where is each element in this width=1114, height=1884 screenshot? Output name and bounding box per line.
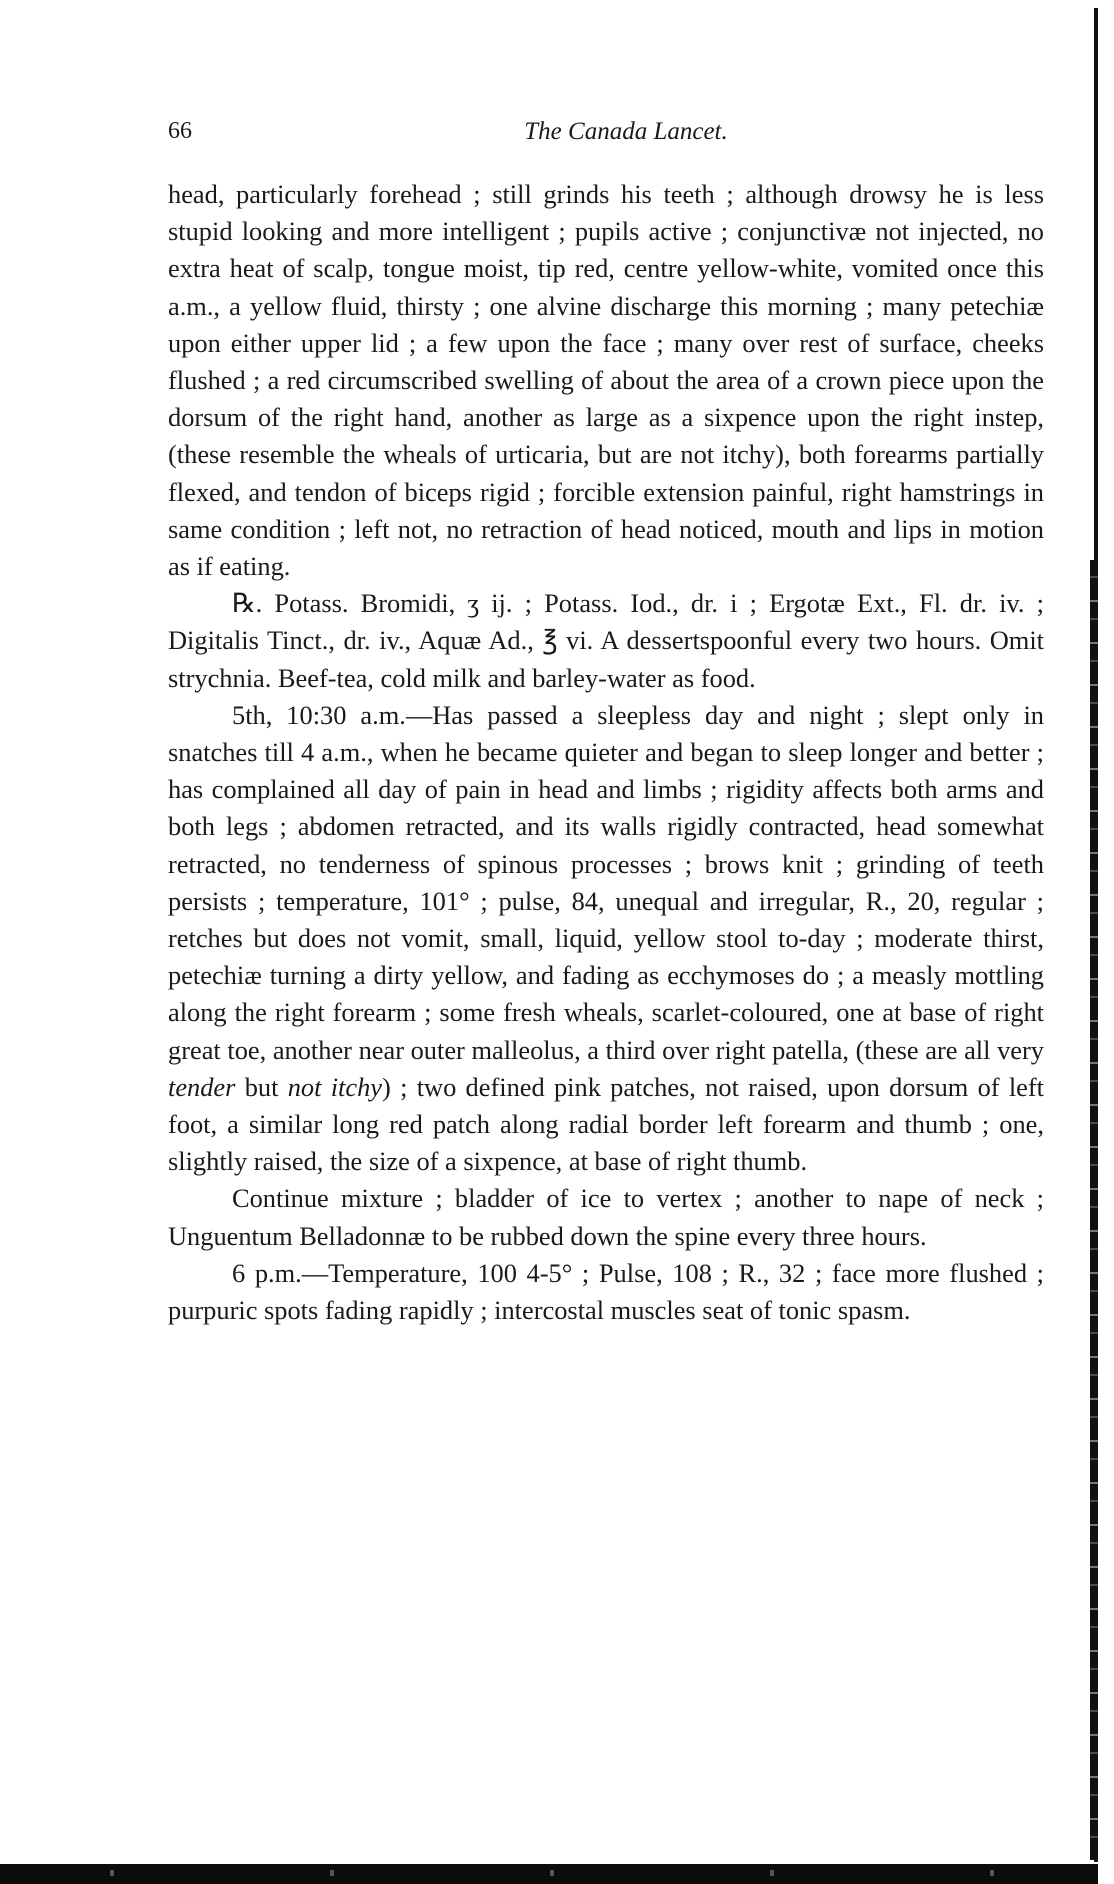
paragraph-fifth-day-notes: [168, 697, 1044, 1181]
body-text: [168, 176, 1044, 1329]
emphasis-tender: tender: [168, 1071, 236, 1102]
paragraph-case-notes: head, particularly forehead ; still grinds his teeth ; although drowsy he is less stupid looking and more intelligent ; pupils active ; conjunctivæ not injected, no extra heat of scalp, tongue moist, tip red, centre yellow-white, vomited once this a.m., a yellow fluid, thirsty ; one alvine discharge this morning ; many petechiæ upon either upper lid ; a few upon the face ; many over rest of surface, cheeks flushed ; a red circumscribed swelling of about the area of a crown piece upon the dorsum of the right hand, another as large as a sixpence upon the right instep, (these resemble the wheals of urticaria, but are not itchy), both forearms partially flexed, and tendon of biceps rigid ; forcible extension painful, right hamstrings in same condition ; left not, no retraction of head noticed, mouth and lips in motion as if eating.: [168, 179, 1044, 582]
paragraph-prescription: ℞. Potass. Bromidi, ʒ ij. ; Potass. Iod., dr. i ; Ergotæ Ext., Fl. dr. iv. ; Digitalis Tinct., dr. iv., Aquæ Ad., ℥ vi. A dessertspoonful every two hours. Omit strychnia. Beef-tea, cold milk and barley-water as food.: [168, 588, 1044, 693]
journal-title: The Canada Lancet.: [524, 118, 728, 145]
paragraph-fifth-day-text-start: 5th, 10:30 a.m.—Has passed a sleepless day and night ; slept only in snatches till 4 a.m., when he became quieter and began to sleep longer and better ; has complained all day of pain in head and limbs ; rigidity affects both arms and both legs ; abdomen retracted, and its walls rigidly contracted, head somewhat retracted, no tenderness of spinous processes ; brows knit ; grinding of teeth persists ; temperature, 101° ; pulse, 84, unequal and irregular, R., 20, regular ; retches but does not vomit, small, liquid, yellow stool to-day ; moderate thirst, petechiæ turning a dirty yellow, and fading as ecchymoses do ; a measly mottling along the right forearm ; some fresh wheals, scarlet-coloured, one at base of right great toe, another near outer malleolus, a third over right patella, (these are all very: [168, 699, 1044, 1065]
emphasis-not-itchy: not itchy: [287, 1071, 383, 1102]
page-edge-marks-bottom: [0, 1870, 1098, 1876]
paragraph-fifth-day-text-end: ) ; two defined pink patches, not raised, upon dorsum of left foot, a similar long red patch along radial border left forearm and thumb ; one, slightly raised, the size of a sixpence, at base of right thumb.: [168, 1071, 1045, 1177]
page-edge-shadow-right: [1090, 560, 1098, 1860]
running-head: [168, 118, 1044, 152]
page-number: 66: [168, 118, 192, 144]
paragraph-fifth-day-text-mid: but: [235, 1071, 288, 1102]
paragraph-evening-notes: 6 p.m.—Temperature, 100 4-5° ; Pulse, 108 ; R., 32 ; face more flushed ; purpuric spots fading rapidly ; intercostal muscles seat of tonic spasm.: [168, 1257, 1044, 1326]
paragraph-treatment-orders: Continue mixture ; bladder of ice to vertex ; another to nape of neck ; Unguentum Belladonnæ to be rubbed down the spine every three hours.: [168, 1183, 1044, 1251]
